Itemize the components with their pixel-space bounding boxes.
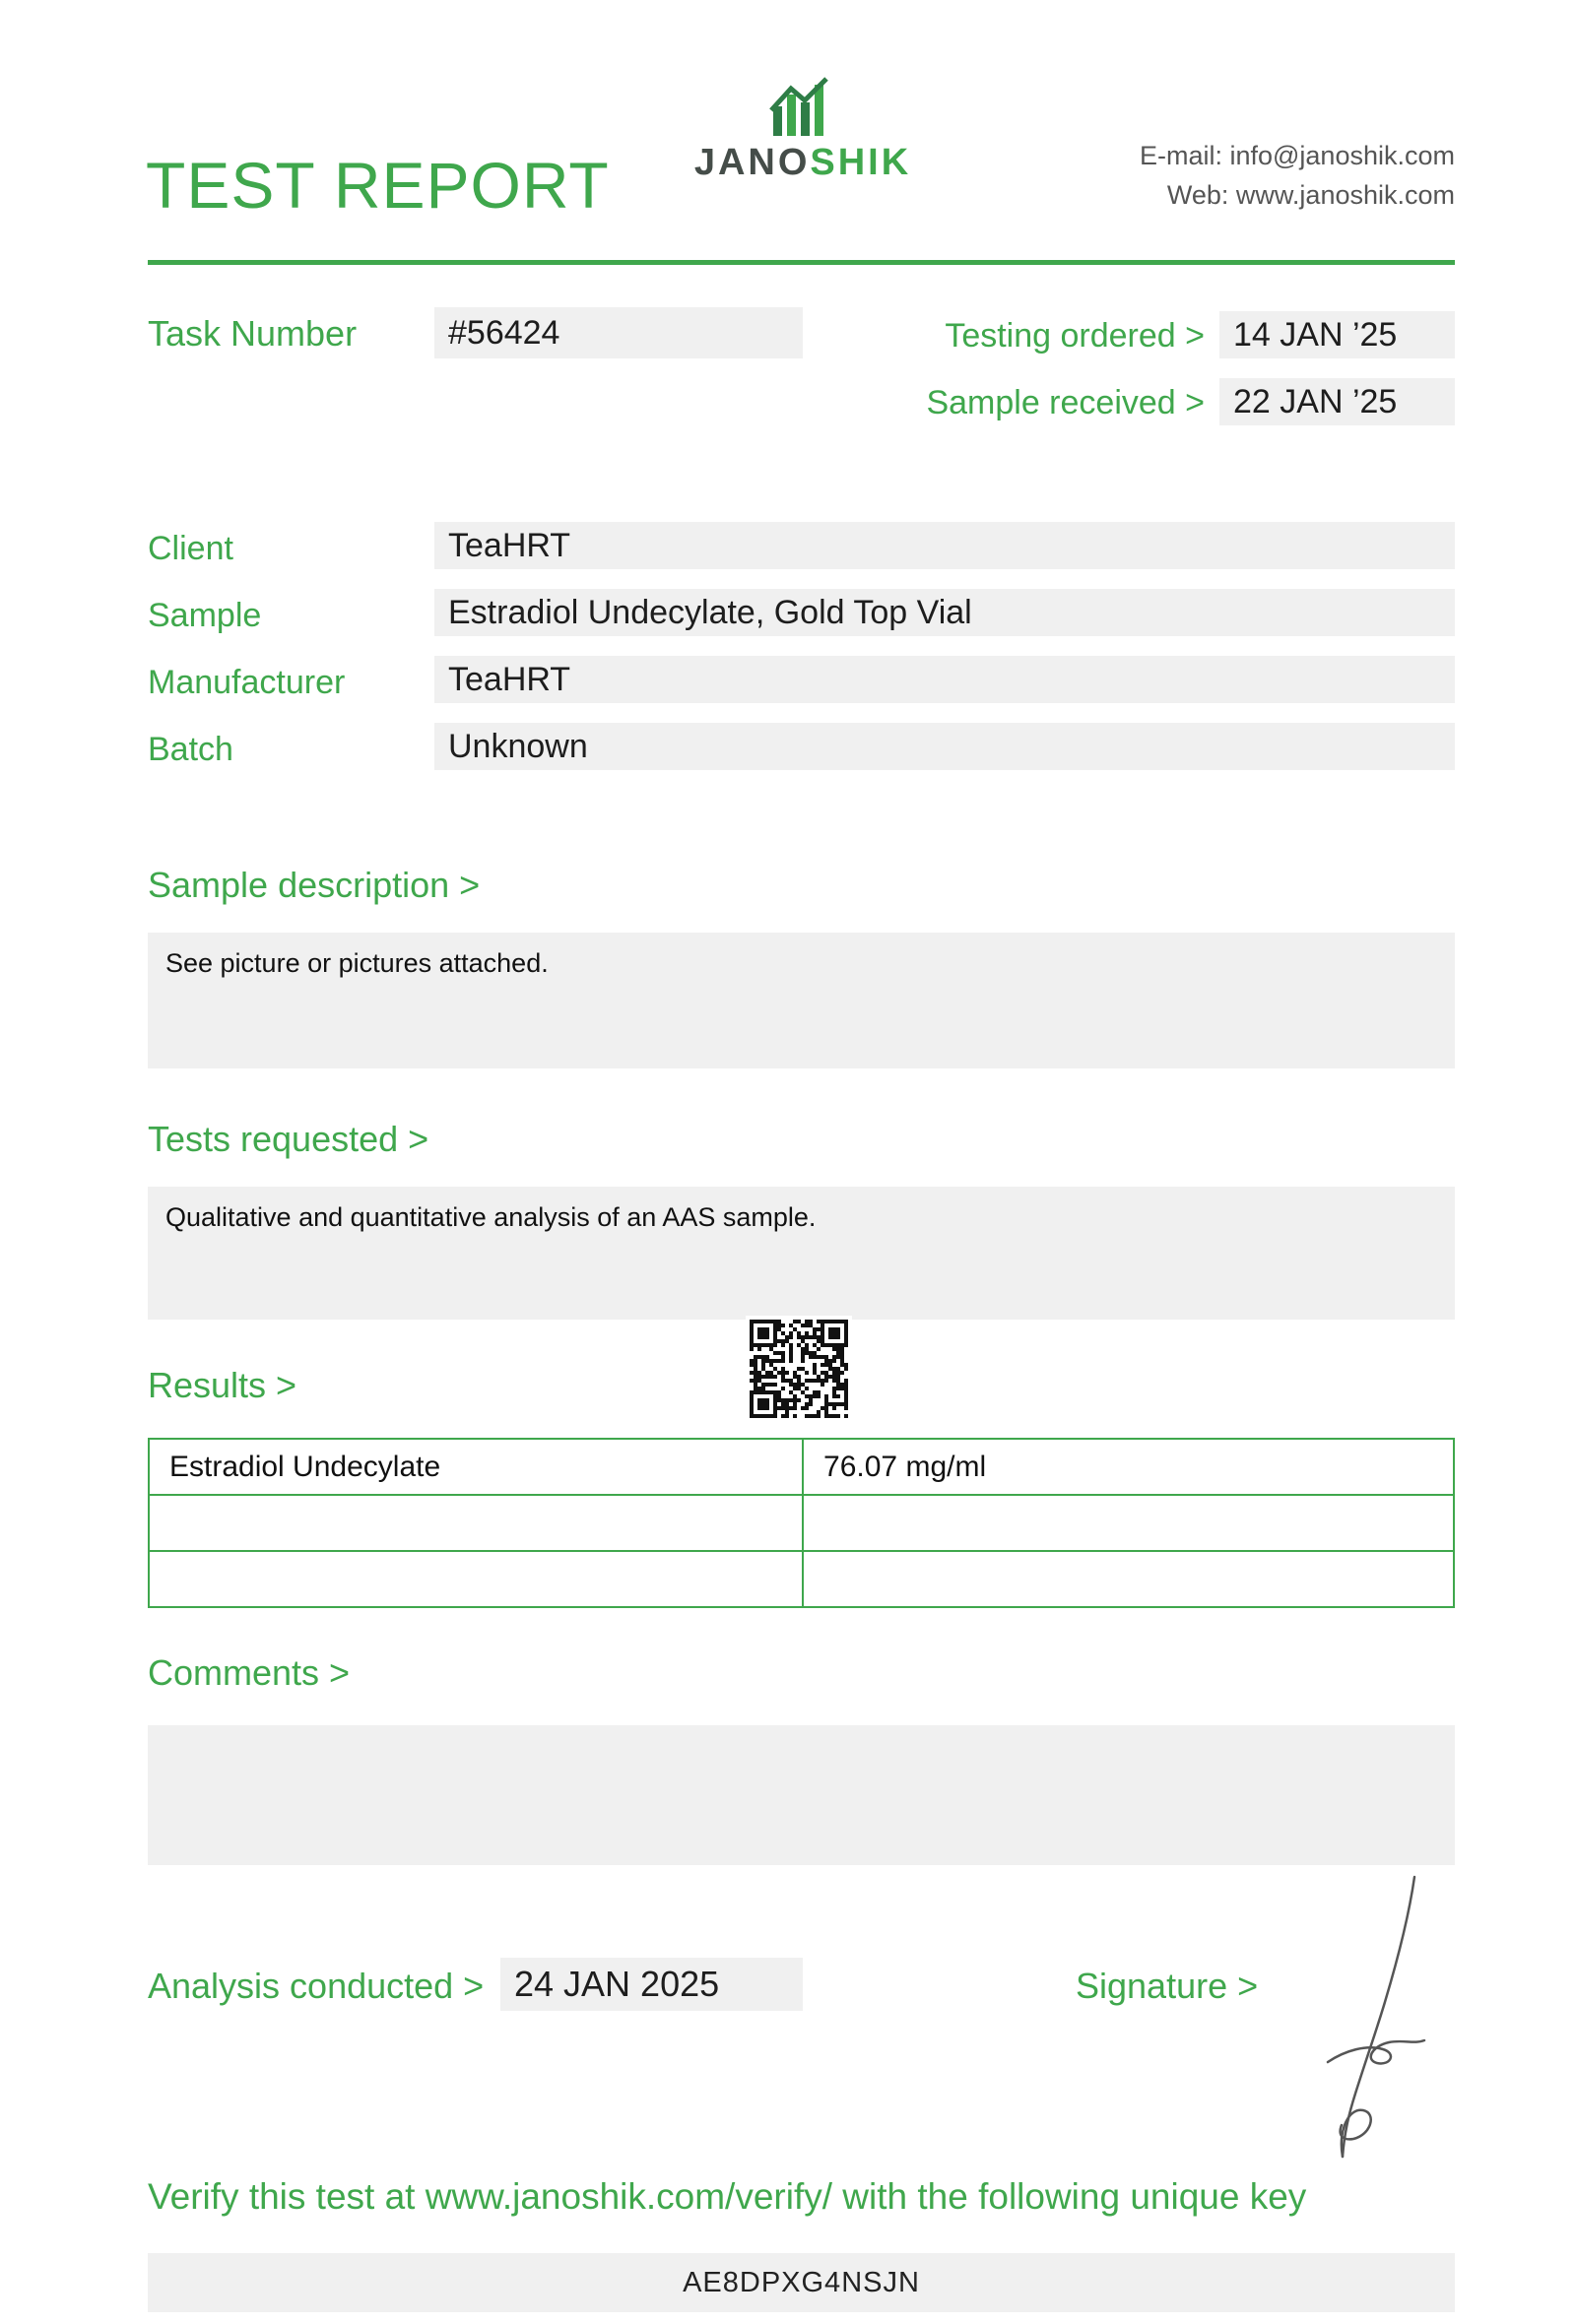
qr-code [746,1316,852,1422]
verify-key: AE8DPXG4NSJN [683,2266,920,2298]
logo [678,77,928,184]
signature-label: Signature > [1076,1966,1259,2006]
results-table [148,1438,1455,1608]
testing-ordered-value: 14 JAN ’25 [1219,311,1455,358]
result-row [149,1551,1454,1607]
logo-text-shik: SHIK [810,142,912,183]
task-number-value: #56424 [434,307,803,358]
batch-label: Batch [148,731,233,768]
sample-label: Sample [148,597,262,634]
page-title: TEST REPORT [146,149,610,222]
analysis-conducted-label: Analysis conducted > [148,1966,485,2006]
client-label: Client [148,530,233,567]
client-value: TeaHRT [434,522,1455,569]
sample-description-box [148,933,1455,1068]
task-number-label: Task Number [148,313,358,354]
sample-value: Estradiol Undecylate, Gold Top Vial [434,589,1455,636]
header-divider [148,260,1455,265]
result-value-cell [803,1551,1454,1607]
tests-requested-box [148,1187,1455,1320]
analyte-cell: Estradiol Undecylate [149,1439,803,1495]
result-row [149,1495,1454,1551]
manufacturer-value: TeaHRT [434,656,1455,703]
contact-info [1140,136,1455,215]
result-value-cell [803,1495,1454,1551]
manufacturer-label: Manufacturer [148,664,346,701]
logo-text [678,142,928,184]
signature-scribble [1298,1869,1446,2189]
tests-requested-text: Qualitative and quantitative analysis of an AAS sample. [165,1202,817,1232]
result-row [149,1439,1454,1495]
comments-heading: Comments > [148,1652,351,1693]
comments-box [148,1725,1455,1865]
tests-requested-heading: Tests requested > [148,1119,429,1159]
verify-text: Verify this test at www.janoshik.com/verify/ with the following unique key [148,2176,1307,2217]
logo-chart-icon [678,77,928,138]
sample-received-value: 22 JAN ’25 [1219,378,1455,425]
analyte-cell [149,1551,803,1607]
batch-value: Unknown [434,723,1455,770]
analysis-date-value: 24 JAN 2025 [500,1958,803,2011]
web-line: Web: www.janoshik.com [1166,180,1455,210]
results-heading: Results > [148,1365,297,1405]
verify-key-box [148,2253,1455,2312]
sample-received-label: Sample received > [926,384,1205,421]
testing-ordered-label: Testing ordered > [945,317,1205,355]
email-line: E-mail: info@janoshik.com [1139,141,1455,170]
sample-description-text: See picture or pictures attached. [165,948,549,978]
analyte-cell [149,1495,803,1551]
result-value-cell: 76.07 mg/ml [803,1439,1454,1495]
logo-text-jano: JANO [693,142,811,183]
sample-description-heading: Sample description > [148,865,481,905]
